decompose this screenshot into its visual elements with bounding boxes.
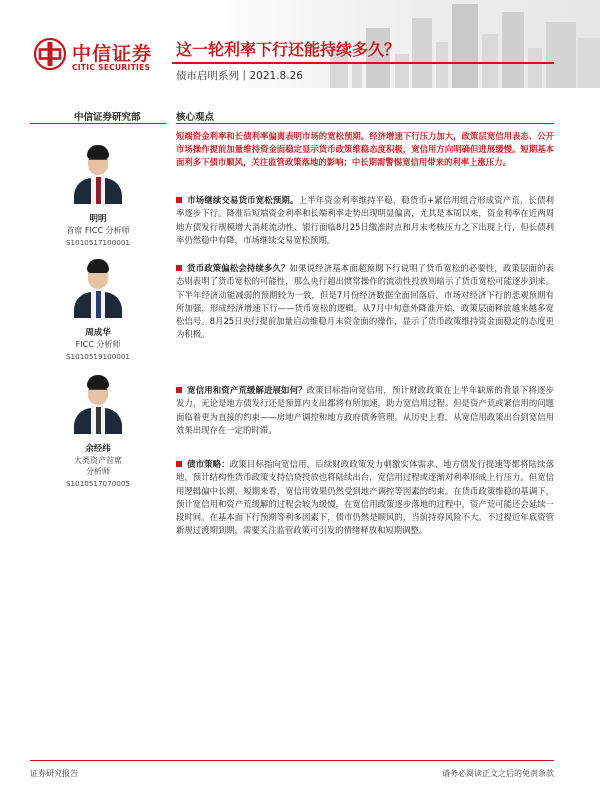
- view-paragraph: [176, 194, 554, 247]
- view-paragraph: [176, 458, 554, 538]
- analyst-role: FICC 分析师: [75, 340, 121, 349]
- analyst-name: 余经纬: [85, 444, 111, 454]
- title-divider: [172, 62, 554, 64]
- brand-name-cn: 中信证券: [72, 43, 153, 65]
- analyst-card: [30, 142, 166, 248]
- view-paragraph: [176, 262, 554, 342]
- left-section-divider: [30, 123, 166, 124]
- analyst-photo: [70, 256, 126, 318]
- report-title: 这一轮利率下行还能持续多久？: [176, 40, 401, 59]
- analyst-name: 周成华: [85, 328, 111, 338]
- analyst-license-id: S1010519100001: [65, 352, 130, 361]
- report-subtitle: 债市启明系列丨2021.8.26: [176, 70, 303, 82]
- paragraph-lead: 市场继续交易货币宽松预期。: [187, 195, 299, 205]
- analyst-name: 明明: [89, 214, 107, 224]
- citic-logo: [34, 36, 169, 76]
- brand-name-en: CITIC SECURITIES: [72, 63, 151, 72]
- analyst-license-id: S1010517100001: [65, 238, 130, 247]
- paragraph-body: 政策目标指向宽信用，预计财政政策在上半年缺席的背景下将逐步发力，无论是地方债发行还是预算内支出都将有所加速，助力宽信用过程。但是资产荒或紧信用的问题面临着更为直接的约束——房地产调控和地方政府债务管理。从历史上看，从宽信用政策出台到宽信用效果出现存在一定的时滞。: [176, 385, 555, 435]
- analyst-card: [30, 256, 166, 362]
- research-dept-heading: 中信证券研究部: [74, 112, 141, 123]
- analyst-card: [30, 372, 166, 489]
- analyst-role: 大类资产首席: [74, 456, 122, 465]
- bullet-square-icon: [176, 265, 182, 271]
- core-summary: 短端资金利率和长债利率偏离表明市场的宽松预期。经济增速下行压力加大，政策层宽信用表态、公开市场操作提前加量维持资金面稳定显示货币政策维稳态度积极，宽信用方向明确但进展缓慢。短期基本面利多下债市顺风，关注监管政策落地的影响；中长期需警惕宽信用带来的利率上涨压力。: [176, 131, 554, 167]
- view-paragraph: [176, 384, 554, 437]
- paragraph-body: 政策目标指向宽信用，后续财政政策发力刺激实体需求、地方债发行提速等都将陆续落地，预计结构性货币政策支持信贷投放也将陆续出台，宽信用过程或逐渐对利率形成上行压力。但宽信用逻辑偏中长期，短期来看，宽信用效果仍然受到地产调控等因素的约束。在货币政策维稳的基调下，预计宽信用和资产荒缓解的过程会较为缓慢，在宽信用政策逐步落地的过程中，资产荒可能还会延续一段时间。在基本面下行预期等利多因素下，债市仍然是顺风的，当前持券风险不大。不过提近年底资管新规过渡期到期，需要关注监管政策可引发的情绪释放和短期调整。: [176, 459, 555, 536]
- analyst-role: 首席 FICC 分析师: [66, 226, 130, 235]
- right-section-divider: [176, 123, 554, 124]
- footer-disclaimer: 请务必阅读正文之后的免责条款: [442, 769, 554, 778]
- analyst-photo: [70, 142, 126, 204]
- paragraph-lead: 债市策略：: [187, 459, 230, 469]
- bullet-square-icon: [176, 387, 182, 393]
- core-views-heading: 核心观点: [176, 112, 215, 123]
- analyst-license-id: S1010517070005: [65, 479, 130, 488]
- footer-report-type: 证券研究报告: [30, 769, 78, 778]
- paragraph-lead: 货币政策偏松会持续多久？: [187, 263, 290, 273]
- paragraph-body: 如果说经济基本面超预期下行说明了货币宽松的必要性，政策层面的表态则表明了货币宽松的可能性，那么央行超出惯常操作的流动性投放则暗示了货币宽松可能逐步到来。下半年经济动能减弱的预期较为一致，但是7月份经济数据全面回落后，市场对经济下行的悲观预期有所加强，形成经济增速下行——货币宽松的逻辑。从7月中旬意外降准开始，政策层面释放越来越多宽松信号。8月25日央行提前加量启动维稳月末资金面的操作，显示了货币政策维持资金面稳定的态度更为积极。: [176, 263, 554, 340]
- paragraph-lead: 宽信用和资产荒缓解进展如何？: [187, 385, 307, 395]
- analyst-photo: [70, 372, 126, 434]
- bullet-square-icon: [176, 197, 182, 203]
- bullet-square-icon: [176, 461, 182, 467]
- footer-divider: [30, 760, 554, 761]
- analyst-role-cont: 分析师: [86, 467, 110, 476]
- paragraph-body: 上半年资金利率维持平稳，稳货币+紧信用组合形成资产荒，长债利率逐步下行。降准后短端资金利率和长端利率走势出现明显偏离，尤其是本周以来，资金利率在近两周地方债发行规模增大消耗流动性、银行面临8月25日缴准时点和月末考核压力之下出现上行，但长债利率仍然稳中有降，市场继续交易宽松预期。: [176, 195, 555, 245]
- citic-logo-icon: [34, 38, 66, 70]
